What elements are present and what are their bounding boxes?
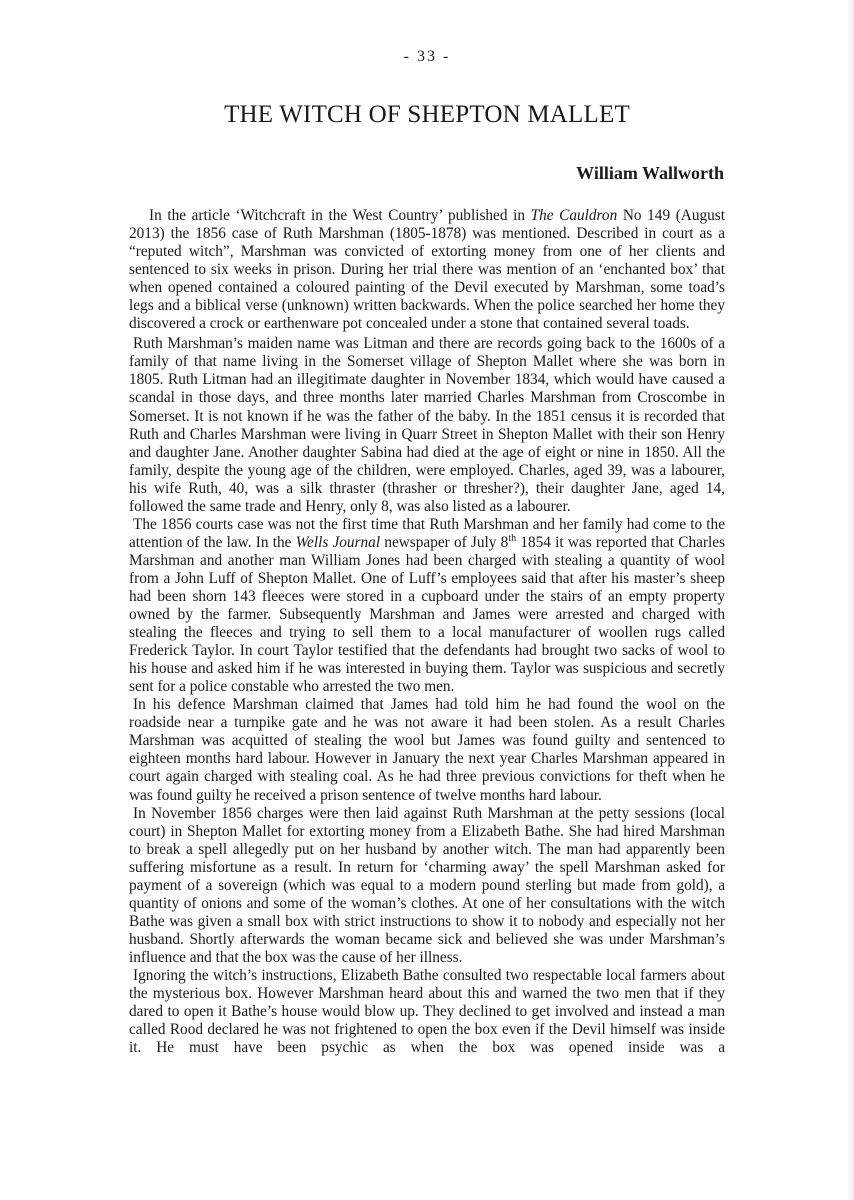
page-number: - 33 -: [403, 48, 451, 65]
paragraph-2: Ruth Marshman’s maiden name was Litman and there are records going back to the 1600s of a family of that name living in the Somerset village of Shepton Mallet where she was born in 1805. Ruth Litman had an illegitimate daughter in November 1834, which would have caused a scandal in those days, and three months later married Charles Marshman from Croscombe in Somerset. It is not known if he was the father of the baby. In the 1851 census it is recorded that Ruth and Charles Marshman were living in Quarr Street in Shepton Mallet with their son Henry and daughter Jane. Another daughter Sabina had died at the age of eight or nine in 1850. All the family, despite the young age of the children, were employed. Charles, aged 39, was a labourer, his wife Ruth, 40, was a silk thraster (thrasher or thresher?), their daughter Jane, aged 14, followed the same trade and Henry, only 8, was also listed as a labourer.: [129, 335, 725, 515]
page-edge-shadow: [846, 0, 854, 1200]
paragraph-3: [129, 516, 725, 696]
journal-title: The Cauldron: [530, 207, 618, 224]
paragraph-1-text-a: In the article ‘Witchcraft in the West Country’ published in: [149, 207, 531, 224]
paragraph-1: [129, 207, 725, 333]
paragraph-3-text-c: 1854 it was reported that Charles Marshman and another man William Jones had been charged with stealing a quantity of wool from a John Luff of Shepton Mallet. One of Luff’s employees said that after his master’s sheep had been shorn 143 fleeces were stored in a cupboard under the stairs of an empty property owned by the farmer. Subsequently Marshman and James were arrested and charged with stealing the fleeces and trying to sell them to a local manufacturer of woollen rugs called Frederick Taylor. In court Taylor testified that the defendants had brought two sacks of wool to his house and asked him if he was interested in buying them. Taylor was suspicious and secretly sent for a police constable who arrested the two men.: [129, 533, 725, 696]
author-byline: William Wallworth: [576, 163, 724, 183]
paragraph-3-text-b: newspaper of July 8: [380, 533, 509, 551]
article-body: [129, 207, 725, 1057]
paragraph-4: In his defence Marshman claimed that James had told him he had found the wool on the roadside near a turnpike gate and he was not aware it had been stolen. As a result Charles Marshman was acquitted of stealing the wool but James was found guilty and sentenced to eighteen months hard labour. However in January the next year Charles Marshman appeared in court again charged with stealing coal. As he had three previous convictions for theft when he was found guilty he received a prison sentence of twelve months hard labour.: [129, 696, 725, 804]
paragraph-6: Ignoring the witch’s instructions, Elizabeth Bathe consulted two respectable local farmers about the mysterious box. However Marshman heard about this and warned the two men that if they dared to open it Bathe’s house would blow up. They declined to get involved and instead a man called Rood declared he was not frightened to open the box even if the Devil himself was inside it. He must have been psychic as when the box was opened inside was a: [129, 966, 725, 1057]
newspaper-title: Wells Journal: [295, 533, 381, 551]
article-title: THE WITCH OF SHEPTON MALLET: [224, 101, 630, 128]
paragraph-5: In November 1856 charges were then laid against Ruth Marshman at the petty sessions (local court) in Shepton Mallet for extorting money from a Elizabeth Bathe. She had hired Marshman to break a spell allegedly put on her husband by another witch. The man had apparently been suffering misfortune as a result. In return for ‘charming away’ the spell Marshman asked for payment of a sovereign (which was equal to a modern pound sterling but made from gold), a quantity of onions and some of the woman’s clothes. At one of her consultations with the witch Bathe was given a small box with strict instructions to show it to nobody and especially not her husband. Shortly afterwards the woman became sick and believed she was under Marshman’s influence and that the box was the cause of her illness.: [129, 804, 725, 966]
ordinal-superscript: th: [508, 532, 517, 544]
paragraph-3-text-a: The 1856 courts case was not the first time that Ruth Marshman and her family had come to the attention of the law. In the: [129, 515, 725, 551]
paragraph-1-text-b: No 149 (August 2013) the 1856 case of Ruth Marshman (1805-1878) was mentioned. Described in court as a “reputed witch”, Marshman was convicted of extorting money from one of her clients and sentenced to six weeks in prison. During her trial there was mention of an ‘enchanted box’ that when opened contained a coloured painting of the Devil executed by Marshman, some toad’s legs and a biblical verse (unknown) written backwards. When the police searched her home they discovered a crock or earthenware pot concealed under a stone that contained several toads.: [129, 207, 725, 333]
